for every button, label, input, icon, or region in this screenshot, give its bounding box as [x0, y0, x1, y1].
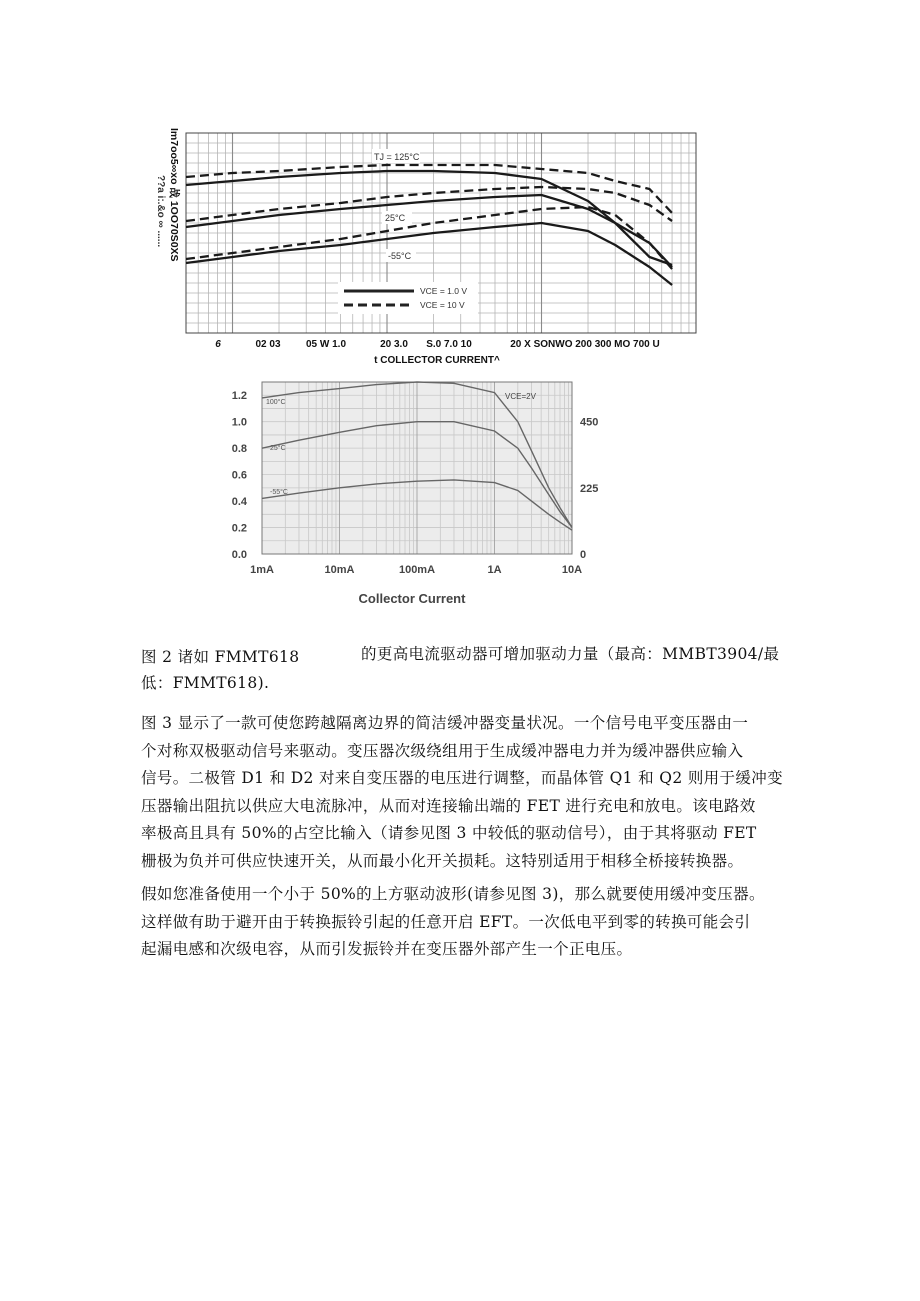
y-tick-label: 1.0: [231, 416, 247, 429]
chart-1-y-axis-label-2: ??a i:.&o ∞ ......: [155, 175, 166, 248]
legend-dashed-label: VCE = 10 V: [420, 300, 465, 310]
series-line: [186, 195, 672, 267]
legend-solid-label: VCE = 1.0 V: [420, 286, 468, 296]
y2-tick-label: 0: [580, 549, 587, 561]
x-tick-label: 1mA: [250, 564, 274, 576]
paragraph-1-line: 信号。二极管 D1 和 D2 对来自变压器的电压进行调整，而晶体管 Q1 和 Q2 则用于缓冲变: [141, 769, 783, 787]
x-tick-label: S.0 7.0 10: [426, 339, 472, 350]
figure-caption-line2: 低：FMMT618).: [141, 674, 270, 692]
curve-label-25c: 25°C: [270, 445, 286, 452]
y-tick-label: 1.2: [231, 390, 247, 403]
y-tick-label: 0.6: [231, 469, 247, 482]
x-tick-label: 05 W 1.0: [305, 339, 347, 350]
chart-1-y-axis-label-1: Im7oo5∞xo 战 1OO70S0XS: [168, 128, 180, 262]
annotation-125c: TJ = 125°C: [374, 152, 420, 162]
paragraph-1-line: 率极高且具有 50%的占空比输入（请参见图 3 中较低的驱动信号），由于其将驱动 FET: [141, 824, 757, 842]
paragraph-1-line: 图 3 显示了一款可使您跨越隔离边界的简洁缓冲器变量状况。一个信号电平变压器由一: [141, 714, 749, 732]
paragraph-1: [141, 710, 791, 875]
series-line: [186, 223, 672, 285]
x-tick-label: 02 03: [255, 339, 281, 350]
paragraph-1-line: 压器输出阻抗以供应大电流脉冲，从而对连接输出端的 FET 进行充电和放电。该电路效: [141, 796, 756, 815]
chart-1-x-axis-label: t COLLECTOR CURRENT^: [374, 355, 500, 366]
chart-2-x-axis-label: Collector Current: [358, 591, 466, 606]
annotation-25c: 25°C: [385, 213, 406, 223]
paragraph-1-line: 栅极为负并可供应快速开关，从而最小化开关损耗。这特别适用于相移全桥接转换器。: [141, 851, 744, 870]
x-tick-label: 1A: [487, 564, 502, 576]
y-tick-label: 0.8: [231, 443, 247, 456]
paragraph-2: [141, 881, 791, 964]
chart-2: [0, 380, 920, 620]
x-tick-label: 10mA: [324, 564, 355, 576]
paragraph-2-line: 假如您准备使用一个小于 50%的上方驱动波形(请参见图 3)，那么就要使用缓冲变压器。: [141, 885, 765, 903]
chart-1: [0, 0, 920, 380]
series-line: [186, 165, 672, 213]
y-tick-label: 0.2: [231, 522, 247, 535]
figure-caption-right: 的更高电流驱动器可增加驱动力量（最高：MMBT3904/最: [361, 645, 780, 663]
paragraph-1-line: 个对称双极驱动信号来驱动。变压器次级绕组用于生成缓冲器电力并为缓冲器供应输入: [141, 741, 744, 760]
curve-label-100c: 100°C: [266, 399, 286, 406]
x-tick-label: 20 3.0: [380, 339, 408, 350]
x-tick-label: 20 X SONWO 200 300 MO 700 U: [510, 339, 660, 350]
y-tick-label: 0.0: [231, 549, 247, 561]
y-tick-label: 0.4: [231, 496, 247, 509]
annotation-minus55c: -55°C: [388, 251, 412, 261]
y2-tick-label: 225: [580, 482, 599, 495]
x-tick-label: 6: [215, 339, 221, 350]
curve-label-minus55c: -55°C: [270, 489, 288, 496]
paragraph-2-line: 这样做有助于避开由于转换振铃引起的任意开启 EFT。一次低电平到零的转换可能会引: [141, 912, 751, 931]
paragraph-2-line: 起漏电感和次级电容，从而引发振铃并在变压器外部产生一个正电压。: [141, 940, 633, 958]
chart-2-legend: VCE=2V: [505, 392, 536, 401]
figure-caption-left: 图 2 诸如 FMMT618: [141, 648, 300, 666]
y2-tick-label: 450: [580, 416, 599, 429]
x-tick-label: 10A: [561, 564, 583, 576]
x-tick-label: 100mA: [398, 564, 436, 576]
